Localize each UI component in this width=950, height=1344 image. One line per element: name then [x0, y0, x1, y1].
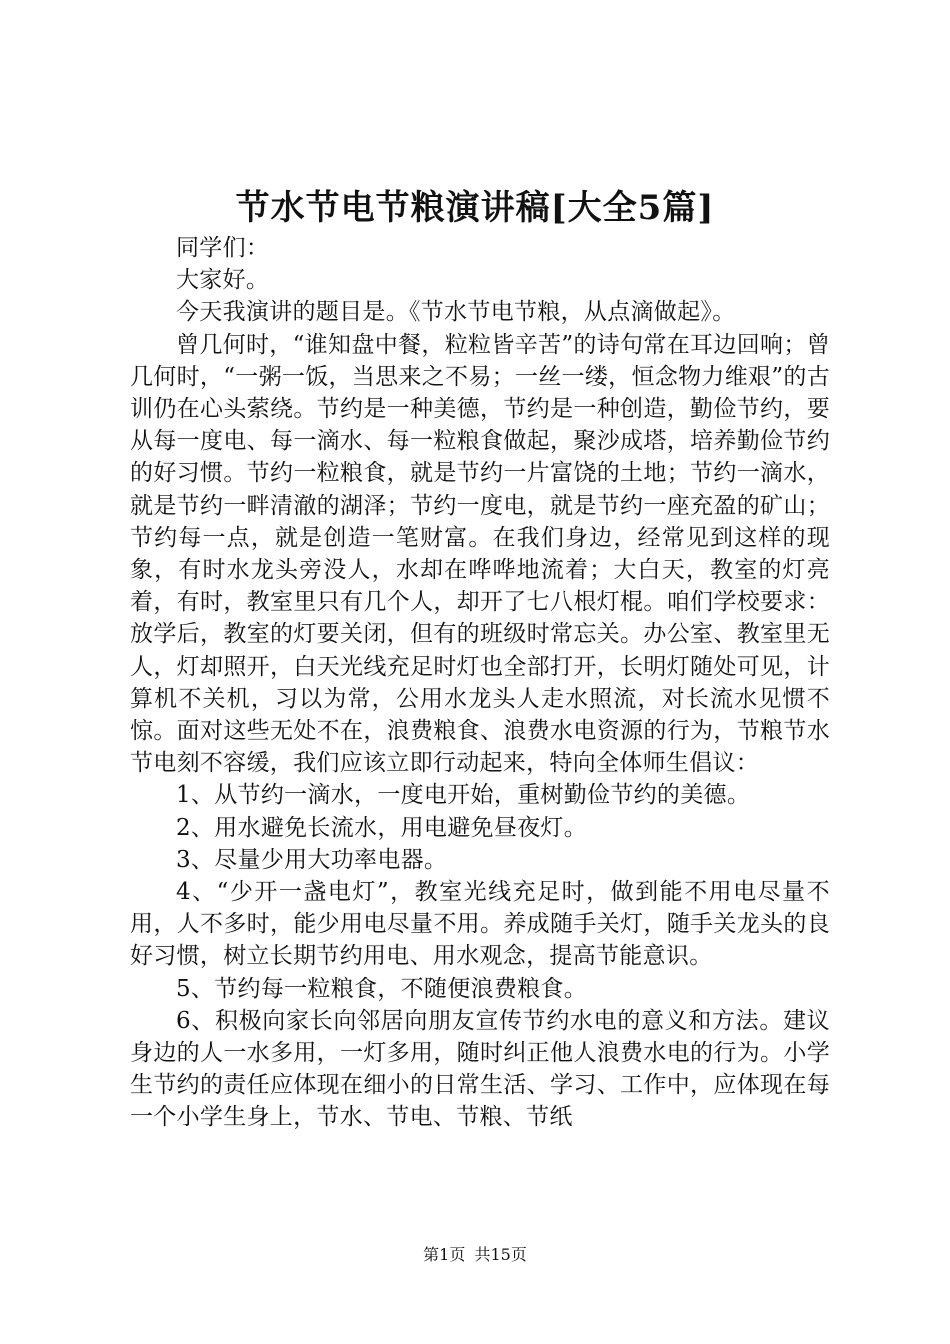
- document-title: 节水节电节粮演讲稿[大全5篇]: [235, 188, 715, 228]
- paragraph-item-5: 5、节约每一粒粮食，不随便浪费粮食。: [176, 975, 588, 1002]
- paragraph-hello: 大家好。: [176, 267, 270, 294]
- paragraph-item-2: 2、用水避免长流水，用电避免昼夜灯。: [176, 814, 588, 841]
- paragraph-item-3: 3、尽量少用大功率电器。: [176, 846, 448, 873]
- paragraph-item-6: 6、积极向家长向邻居向朋友宣传节约水电的意义和方法。建议身边的人一水多用，一灯多用，随时纠正他人浪费水电的行为。小学生节约的责任应体现在细小的日常生活、学习、工作中，应体现在每一个小学生身上，节水、节电、节粮、节纸: [130, 1007, 830, 1131]
- page-total: 共15页: [474, 1245, 527, 1264]
- paragraph-item-1: 1、从节约一滴水，一度电开始，重树勤俭节约的美德。: [176, 782, 751, 809]
- paragraph-item-4: 4、“少开一盏电灯”，教室光线充足时，做到能不用电尽量不用，人不多时，能少用电尽量不用。养成随手关灯，随手关龙头的良好习惯，树立长期节约用电、用水观念，提高节能意识。: [130, 879, 830, 970]
- document-body: [130, 232, 830, 1134]
- paragraph-topic: 今天我演讲的题目是。《节水节电节粮，从点滴做起》。: [176, 299, 736, 326]
- paragraph-main: 曾几何时，“谁知盘中餐，粒粒皆辛苦”的诗句常在耳边回响；曾几何时，“一粥一饭，当思来之不易；一丝一缕，恒念物力维艰”的古训仍在心头萦绕。节约是一种美德，节约是一种创造，勤俭节约，要从每一度电、每一滴水、每一粒粮食做起，聚沙成塔，培养勤俭节约的好习惯。节约一粒粮食，就是节约一片富饶的土地；节约一滴水，就是节约一畔清澈的湖泽；节约一度电，就是节约一座充盈的矿山；节约每一点，就是创造一笔财富。在我们身边，经常见到这样的现象，有时水龙头旁没人，水却在哗哗地流着；大白天，教室的灯亮着，有时，教室里只有几个人，却开了七八根灯棍。咱们学校要求：放学后，教室的灯要关闭，但有的班级时常忘关。办公室、教室里无人，灯却照开，白天光线充足时灯也全部打开，长明灯随处可见，计算机不关机，习以为常，公用水龙头人走水照流，对长流水见惯不惊。面对这些无处不在，浪费粮食、浪费水电资源的行为，节粮节水节电刻不容缓，我们应该立即行动起来，特向全体师生倡议：: [130, 331, 830, 777]
- page-footer: [0, 1244, 950, 1266]
- page-number: 第1页: [423, 1245, 466, 1264]
- paragraph-greeting: 同学们：: [176, 235, 270, 261]
